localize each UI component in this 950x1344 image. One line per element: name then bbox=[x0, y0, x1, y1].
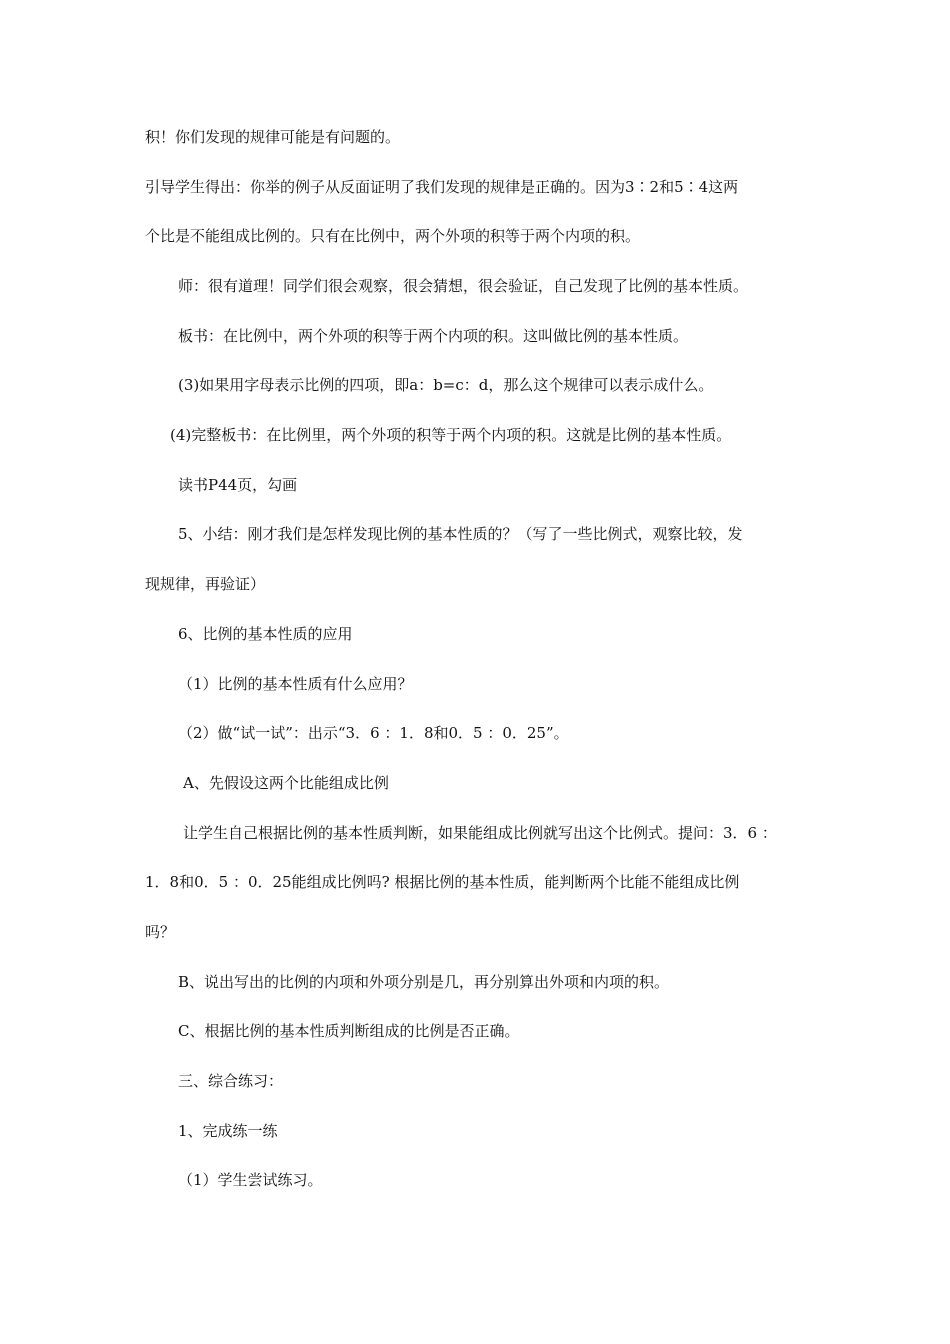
text-line: 吗？ bbox=[145, 923, 176, 941]
section-heading: 三、综合练习： bbox=[178, 1072, 284, 1090]
text-line: （1）比例的基本性质有什么应用？ bbox=[178, 675, 413, 693]
text-line: 个比是不能组成比例的。只有在比例中，两个外项的积等于两个内项的积。 bbox=[145, 227, 641, 245]
text-line: 让学生自己根据比例的基本性质判断，如果能组成比例就写出这个比例式。提问：3．6 ： bbox=[183, 824, 777, 842]
text-line: 师：很有道理！同学们很会观察，很会猜想，很会验证，自己发现了比例的基本性质。 bbox=[178, 277, 749, 295]
text-line: 1．8和0．5 ：0．25能组成比例吗? 根据比例的基本性质，能判断两个比能不能组成比例 bbox=[145, 873, 740, 891]
text-line: 引导学生得出：你举的例子从反面证明了我们发现的规律是正确的。因为3∶2和5∶4这两 bbox=[145, 178, 739, 196]
text-line: (3)如果用字母表示比例的四项，即a：b=c：d，那么这个规律可以表示成什么。 bbox=[178, 376, 714, 394]
section-heading: 6、比例的基本性质的应用 bbox=[178, 625, 353, 643]
text-line: A、先假设这两个比能组成比例 bbox=[183, 774, 389, 792]
text-line: 1、完成练一练 bbox=[178, 1122, 278, 1140]
text-line: 读书P44页，勾画 bbox=[178, 476, 298, 494]
text-line: B、说出写出的比例的内项和外项分别是几，再分别算出外项和内项的积。 bbox=[178, 973, 670, 991]
text-line: C、根据比例的基本性质判断组成的比例是否正确。 bbox=[178, 1022, 520, 1040]
text-line: （1）学生尝试练习。 bbox=[178, 1171, 323, 1189]
text-line: 5、小结：刚才我们是怎样发现比例的基本性质的？（写了一些比例式，观察比较，发 bbox=[178, 525, 743, 543]
text-line: 积！你们发现的规律可能是有问题的。 bbox=[145, 128, 401, 146]
text-line: (4)完整板书：在比例里，两个外项的积等于两个内项的积。这就是比例的基本性质。 bbox=[170, 426, 732, 444]
text-line: （2）做“试一试”：出示“3．6 ：1．8和0．5 ：0．25”。 bbox=[178, 724, 569, 742]
text-line: 现规律，再验证） bbox=[145, 575, 266, 593]
text-line: 板书：在比例中，两个外项的积等于两个内项的积。这叫做比例的基本性质。 bbox=[178, 327, 689, 345]
